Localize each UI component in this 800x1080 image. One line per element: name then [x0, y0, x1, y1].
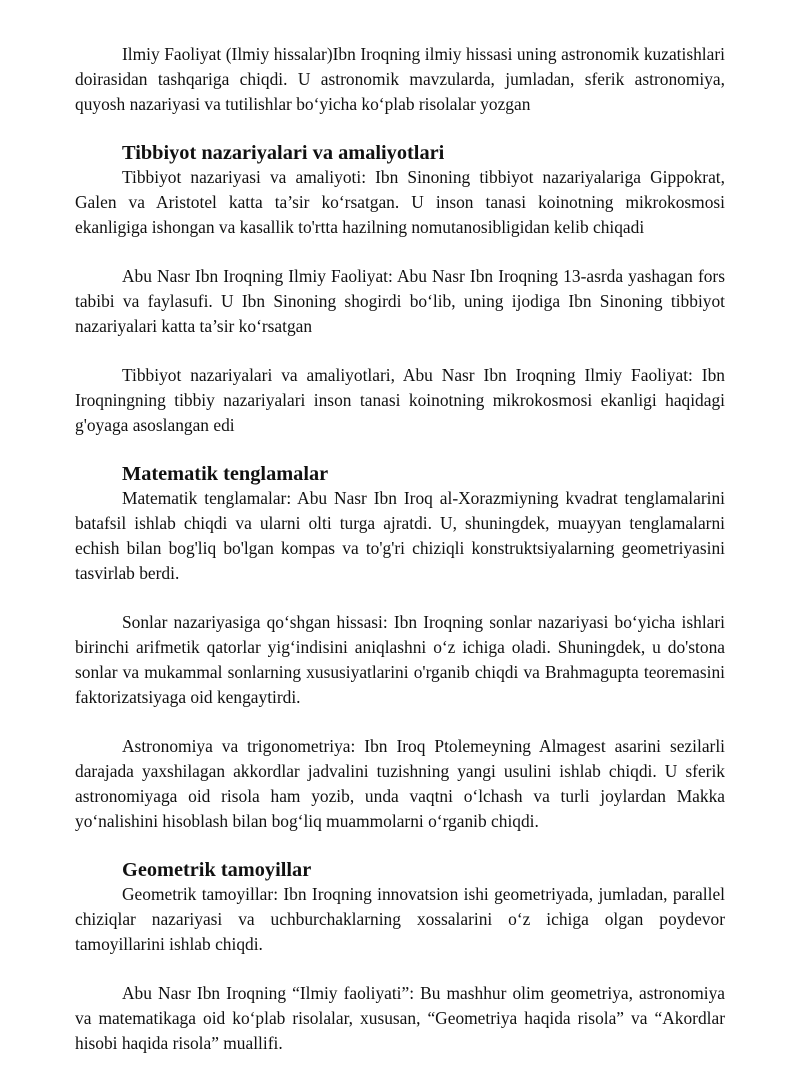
- body-paragraph: Tibbiyot nazariyasi va amaliyoti: Ibn Sinoning tibbiyot nazariyalariga Gippokrat, Galen va Aristotel katta ta’sir ko‘rsatgan. U inson tanasi koinotning mikrokosmosi ekanligiga ishongan va kasallik to'rtta hazilning nomutanosibligidan kelib chiqadi: [75, 167, 725, 237]
- document-page: [75, 42, 725, 1080]
- section-tibbiyot: [75, 141, 725, 438]
- section-geometrik: [75, 858, 725, 1056]
- section-matematik: [75, 462, 725, 834]
- section-heading: Tibbiyot nazariyalari va amaliyotlari: [122, 142, 445, 164]
- body-paragraph: Sonlar nazariyasiga qo‘shgan hissasi: Ibn Iroqning sonlar nazariyasi bo‘yicha ishlari birinchi arifmetik qatorlar yig‘indisini aniqlashni o‘z ichiga oladi. Shuningdek, u do'stona sonlar va mukammal sonlarning xususiyatlarini o'rganib chiqdi va Brahmagupta teoremasini faktorizatsiyaga oid kengaytirdi.: [75, 612, 725, 707]
- section-heading: Matematik tenglamalar: [122, 463, 329, 485]
- body-paragraph: Geometrik tamoyillar: Ibn Iroqning innovatsion ishi geometriyada, jumladan, parallel chiziqlar nazariyasi va uchburchaklarning xossalarini o‘z ichiga olgan poydevor tamoyillarini ishlab chiqdi.: [75, 884, 725, 954]
- body-paragraph: Abu Nasr Ibn Iroqning Ilmiy Faoliyat: Abu Nasr Ibn Iroqning 13-asrda yashagan fors tabibi va faylasufi. U Ibn Sinoning shogirdi bo‘lib, uning ijodiga Ibn Sinoning tibbiyot nazariyalari katta ta’sir ko‘rsatgan: [75, 266, 725, 336]
- body-paragraph: Matematik tenglamalar: Abu Nasr Ibn Iroq al-Xorazmiyning kvadrat tenglamalarini batafsil ishlab chiqdi va ularni olti turga ajratdi. U, shuningdek, muayyan tenglamalarni echish bilan bog'liq bo'lgan kompas va to'g'ri chiziqli konstruktsiyalarning geometriyasini tasvirlab berdi.: [75, 488, 725, 583]
- intro-paragraph: Ilmiy Faoliyat (Ilmiy hissalar)Ibn Iroqning ilmiy hissasi uning astronomik kuzatishlari doirasidan tashqariga chiqdi. U astronomik mavzularda, jumladan, sferik astronomiya, quyosh nazariyasi va tutilishlar bo‘yicha ko‘plab risolalar yozgan: [75, 44, 725, 114]
- body-paragraph: Astronomiya va trigonometriya: Ibn Iroq Ptolemeyning Almagest asarini sezilarli darajada yaxshilagan akkordlar jadvalini tuzishning yangi usulini ishlab chiqdi. U sferik astronomiyaga oid risola ham yozib, unda vaqtni o‘lchash va turli joylardan Makka yo‘nalishini hisoblash bilan bog‘liq muammolarni o‘rganib chiqdi.: [75, 736, 725, 831]
- body-paragraph: Abu Nasr Ibn Iroqning “Ilmiy faoliyati”: Bu mashhur olim geometriya, astronomiya va matematikaga oid ko‘plab risolalar, xususan, “Geometriya haqida risola” va “Akordlar hisobi haqida risola” muallifi.: [75, 983, 725, 1053]
- section-heading: Geometrik tamoyillar: [122, 859, 312, 881]
- body-paragraph: Tibbiyot nazariyalari va amaliyotlari, Abu Nasr Ibn Iroqning Ilmiy Faoliyat: Ibn Iroqningning tibbiy nazariyalari inson tanasi koinotning mikrokosmosi ekanligi haqidagi g'oyaga asoslangan edi: [75, 365, 725, 435]
